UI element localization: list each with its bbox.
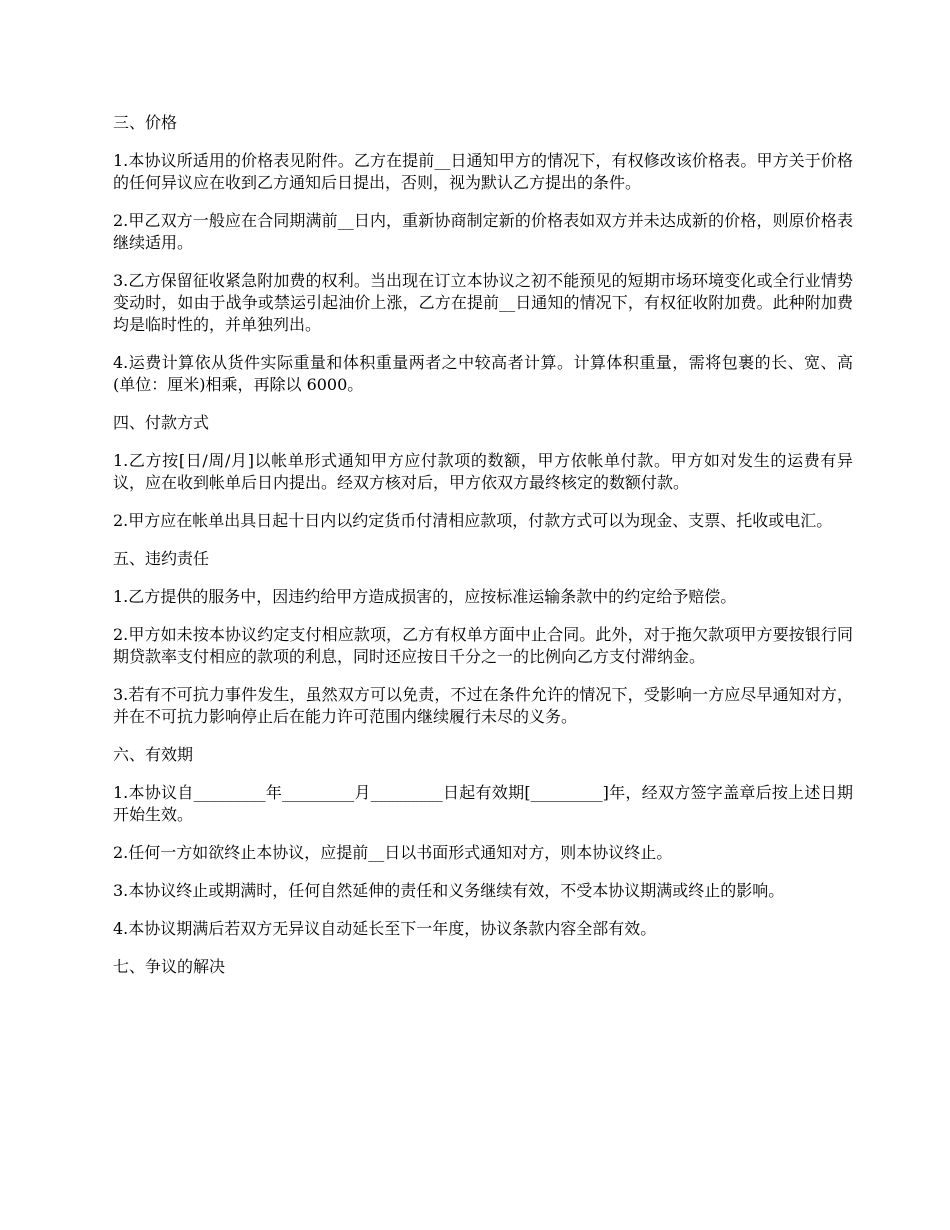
- paragraph: 1.乙方提供的服务中，因违约给甲方造成损害的，应按标准运输条款中的约定给予赔偿。: [113, 587, 737, 606]
- paragraph: 3.乙方保留征收紧急附加费的权利。当出现在订立本协议之初不能预见的短期市场环境变化或全行业情势变动时，如由于战争或禁运引起油价上涨，乙方在提前__日通知的情况下，有权征收附加费。此种附加费均是临时性的，并单独列出。: [113, 271, 853, 334]
- paragraph: 1.本协议自_________年_________月_________日起有效期[_________]年，经双方签字盖章后按上述日期开始生效。: [113, 783, 853, 824]
- paragraph: 2.甲乙双方一般应在合同期满前__日内，重新协商制定新的价格表如双方并未达成新的价格，则原价格表继续适用。: [113, 211, 853, 252]
- section-heading: 三、价格: [113, 113, 178, 132]
- paragraph: 3.本协议终止或期满时，任何自然延伸的责任和义务继续有效，不受本协议期满或终止的影响。: [113, 881, 785, 900]
- paragraph: 2.任何一方如欲终止本协议，应提前__日以书面形式通知对方，则本协议终止。: [113, 843, 673, 862]
- paragraph: 3.若有不可抗力事件发生，虽然双方可以免责，不过在条件允许的情况下，受影响一方应尽早通知对方，并在不可抗力影响停止后在能力许可范围内继续履行未尽的义务。: [113, 685, 853, 726]
- paragraph: 1.乙方按[日/周/月]以帐单形式通知甲方应付款项的数额，甲方依帐单付款。甲方如对发生的运费有异议，应在收到帐单后日内提出。经双方核对后，甲方依双方最终核定的数额付款。: [113, 451, 853, 492]
- document-body: [113, 112, 853, 994]
- section-liability: [113, 548, 853, 728]
- section-heading: 七、争议的解决: [113, 957, 226, 976]
- section-dispute: [113, 956, 853, 978]
- section-heading: 五、违约责任: [113, 549, 210, 568]
- section-validity: [113, 744, 853, 940]
- paragraph: 2.甲方如未按本协议约定支付相应款项，乙方有权单方面中止合同。此外，对于拖欠款项甲方要按银行同期贷款率支付相应的款项的利息，同时还应按日千分之一的比例向乙方支付滞纳金。: [113, 625, 853, 666]
- paragraph: 1.本协议所适用的价格表见附件。乙方在提前__日通知甲方的情况下，有权修改该价格表。甲方关于价格的任何异议应在收到乙方通知后日提出，否则，视为默认乙方提出的条件。: [113, 151, 853, 192]
- section-price: [113, 112, 853, 396]
- section-heading: 六、有效期: [113, 745, 194, 764]
- section-heading: 四、付款方式: [113, 413, 210, 432]
- paragraph: 2.甲方应在帐单出具日起十日内以约定货币付清相应款项，付款方式可以为现金、支票、托收或电汇。: [113, 511, 833, 530]
- section-payment: [113, 412, 853, 532]
- paragraph: 4.本协议期满后若双方无异议自动延长至下一年度，协议条款内容全部有效。: [113, 919, 657, 938]
- paragraph: 4.运费计算依从货件实际重量和体积重量两者之中较高者计算。计算体积重量，需将包裹的长、宽、高(单位：厘米)相乘，再除以 6000。: [113, 353, 853, 394]
